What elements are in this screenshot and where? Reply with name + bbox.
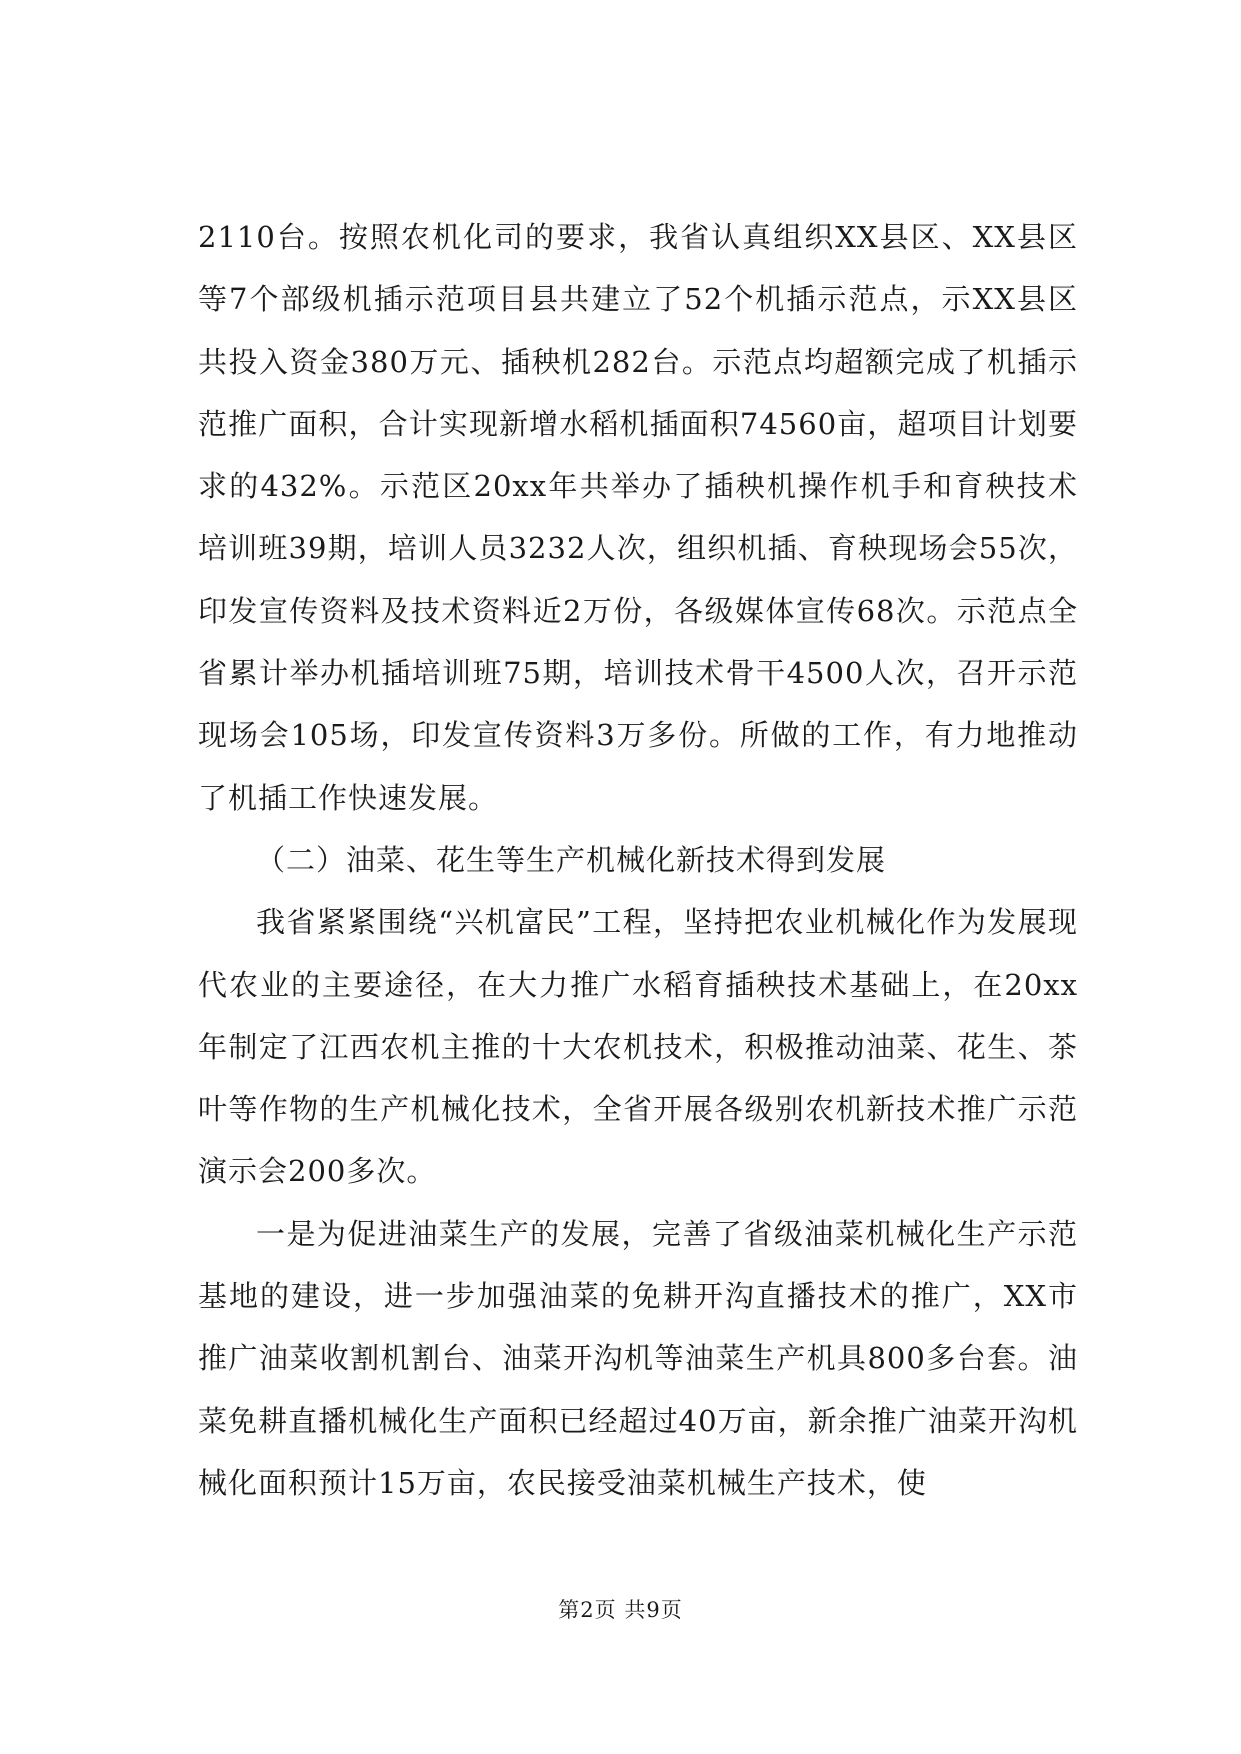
paragraph-mechanized-transplanting: 2110台。按照农机化司的要求，我省认真组织XX县区、XX县区等7个部级机插示范项目县共建立了52个机插示范点，示XX县区共投入资金380万元、插秧机282台。示范点均超额完成了机插示范推广面积，合计实现新增水稻机插面积74560亩，超项目计划要求的432%。示范区20xx年共举办了插秧机操作机手和育秧技术培训班39期，培训人员3232人次，组织机插、育秧现场会55次，印发宣传资料及技术资料近2万份，各级媒体宣传68次。示范点全省累计举办机插培训班75期，培训技术骨干4500人次，召开示范现场会105场，印发宣传资料3万多份。所做的工作，有力地推动了机插工作快速发展。 — [198, 220, 1078, 815]
page-number-footer: 第2页 共9页 — [558, 1598, 683, 1622]
document-body — [198, 206, 1078, 1514]
section-heading-rapeseed-peanut: （二）油菜、花生等生产机械化新技术得到发展 — [256, 842, 887, 877]
paragraph-rapeseed-production: 一是为促进油菜生产的发展，完善了省级油菜机械化生产示范基地的建设，进一步加强油菜的免耕开沟直播技术的推广，XX市推广油菜收割机割台、油菜开沟机等油菜生产机具800多台套。油菜免耕直播机械化生产面积已经超过40万亩，新余推广油菜开沟机械化面积预计15万亩，农民接受油菜机械生产技术，使 — [198, 1216, 1078, 1500]
paragraph-xingji-fumin: 我省紧紧围绕“兴机富民”工程，坚持把农业机械化作为发展现代农业的主要途径，在大力推广水稻育插秧技术基础上，在20xx年制定了江西农机主推的十大农机技术，积极推动油菜、花生、茶叶等作物的生产机械化技术，全省开展各级别农机新技术推广示范演示会200多次。 — [198, 905, 1078, 1189]
